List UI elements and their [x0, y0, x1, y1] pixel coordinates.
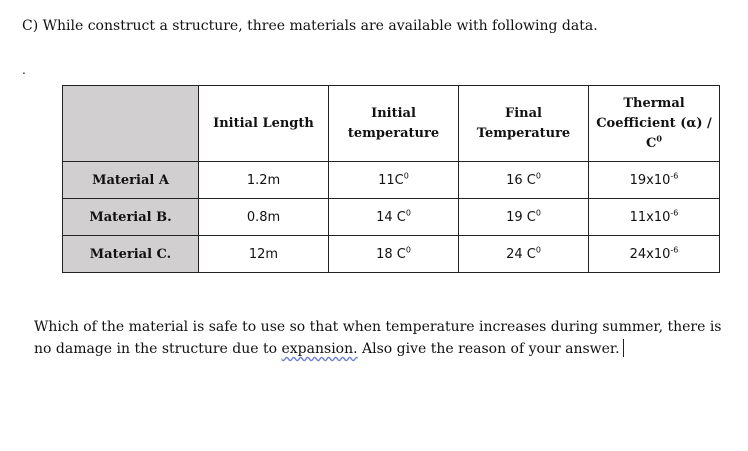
table-row [63, 162, 720, 199]
cell-final-temp: 19 $C^0$ [459, 199, 589, 236]
header-initial-temperature: Initial temperature [329, 86, 459, 162]
row-label-material-a: Material A [63, 162, 199, 199]
header-initial-length: Initial Length [199, 86, 329, 162]
cell-length: 12m [199, 236, 329, 273]
answer-line-1: Which of the material is safe to use so that when temperature increases during summer, there is [34, 319, 722, 335]
spellcheck-flagged-word[interactable]: expansion. [281, 341, 358, 357]
question-text: C) While construct a structure, three materials are available with following data. [22, 18, 598, 34]
answer-line-2-end: Also give the reason of your answer. [357, 341, 620, 357]
cell-coefficient: $24x10^{-6}$ [589, 236, 720, 273]
table-row [63, 199, 720, 236]
answer-prompt[interactable] [34, 316, 724, 360]
text-cursor [623, 339, 624, 357]
header-corner-cell [63, 86, 199, 162]
cell-initial-temp: $11C^0$ [329, 162, 459, 199]
table-row [63, 236, 720, 273]
cell-length: 1.2m [199, 162, 329, 199]
row-label-material-b: Material B. [63, 199, 199, 236]
header-thermal-coefficient: Thermal Coefficient (α) / $C^0$ [589, 86, 720, 162]
table-header-row [63, 86, 720, 162]
materials-table [62, 85, 720, 273]
cell-initial-temp: 14 $C^0$ [329, 199, 459, 236]
cell-final-temp: 16 $C^0$ [459, 162, 589, 199]
row-label-material-c: Material C. [63, 236, 199, 273]
cell-coefficient: $19x10^{-6}$ [589, 162, 720, 199]
bullet-dot: . [22, 63, 26, 77]
answer-line-2-start: no damage in the structure due to [34, 341, 282, 357]
cell-coefficient: $11x10^{-6}$ [589, 199, 720, 236]
cell-final-temp: 24 $C^0$ [459, 236, 589, 273]
cell-initial-temp: 18 $C^0$ [329, 236, 459, 273]
cell-length: 0.8m [199, 199, 329, 236]
header-final-temperature: Final Temperature [459, 86, 589, 162]
